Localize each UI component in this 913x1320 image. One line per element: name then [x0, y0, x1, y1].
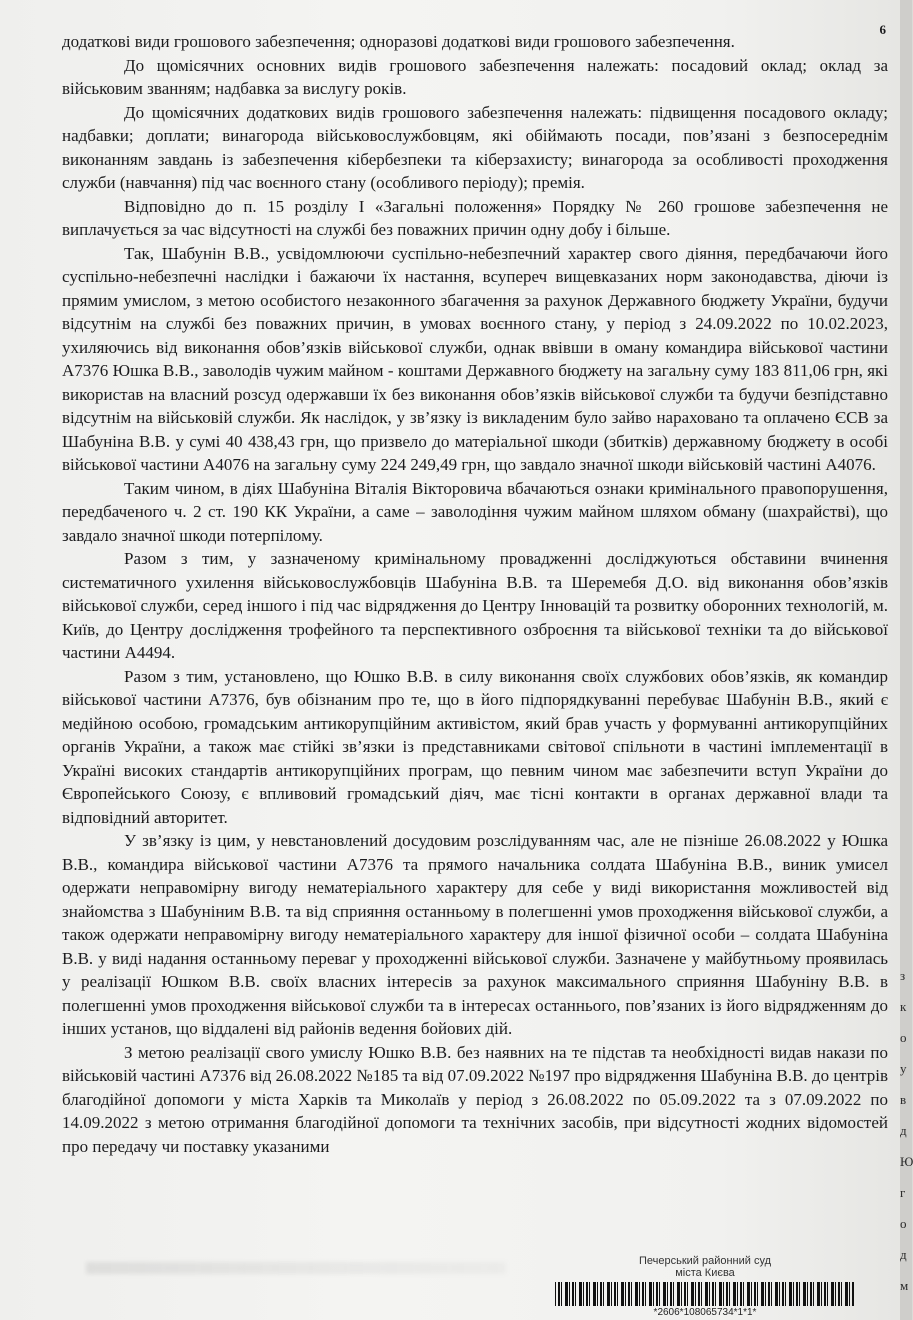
- edge-letter: Ю: [900, 1154, 913, 1169]
- paragraph: Таким чином, в діях Шабуніна Віталія Вікторовича вбачаються ознаки кримінального правопорушення, передбаченого ч. 2 ст. 190 КК України, а саме – заволодіння чужим майном шляхом обману (шахрайстві), що завдало значної шкоди потерпілому.: [62, 478, 888, 545]
- paragraph: Відповідно до п. 15 розділу І «Загальні положення» Порядку № 260 грошове забезпечення не виплачується за час відсутності на службі без поважних причин одну добу і більше.: [62, 196, 888, 239]
- edge-letter: о: [900, 1216, 907, 1231]
- paragraph: З метою реалізації свого умислу Юшко В.В. без наявних на те підстав та необхідності видав накази по військовій частині А7376 від 26.08.2022 №185 та від 07.09.2022 №197 про відрядження Шабуніна В.В. до центрів благодійної допомоги у міста Харків та Миколаїв у період з 26.08.2022 по 05.09.2022 та з 07.09.2022 по 14.09.2022 з метою отримання благодійної допомоги та технічних засобів, при відсутності жодних відомостей про передачу чи поставку указаними: [62, 1042, 888, 1156]
- barcode: [555, 1282, 855, 1306]
- edge-letter: к: [900, 999, 907, 1014]
- court-name-line1: Печерський районний суд: [638, 1255, 772, 1267]
- edge-letter: г: [900, 1185, 906, 1200]
- edge-letter: у: [900, 1061, 907, 1076]
- court-name-line2: міста Києва: [675, 1267, 735, 1279]
- barcode-number: *2606*108065734*1*1*: [653, 1307, 757, 1318]
- edge-letter: о: [900, 1030, 907, 1045]
- edge-letter: з: [900, 968, 906, 983]
- paragraph: У зв’язку із цим, у невстановлений досудовим розслідуванням час, але не пізніше 26.08.2022 у Юшка В.В., командира військової частини А7376 та прямого начальника солдата Шабуніна В.В., виник умисел одержати неправомірну вигоду нематеріального характеру для себе у виді використання можливостей від знайомства з Шабуніним В.В. та від сприяння останньому в полегшенні умов проходження військової служби, а також одержати неправомірну вигоду нематеріального характеру для іншої фізичної особи – солдата Шабуніна В.В. у виді надання останньому переваг у проходженні військової служби. Зазначене у майбутньому проявилась у реалізації Юшком В.В. своїх власних інтересів за рахунок максимального сприяння Шабуніну В.В. в полегшенні умов проходження військової служби та в інтересах останнього, пов’язаних із його відрядженням до інших установ, що віддалені від районів ведення бойових дій.: [62, 831, 888, 1038]
- page-number: 6: [879, 22, 886, 37]
- faded-mark: [86, 1262, 506, 1274]
- edge-letter: д: [900, 1123, 907, 1138]
- paragraph: Так, Шабунін В.В., усвідомлюючи суспільно-небезпечний характер свого діяння, передбачаючи його суспільно-небезпечні наслідки і бажаючи їх настання, всупереч вищевказаних норм законодавства, діючи із прямим умислом, з метою особистого незаконного збагачення за рахунок Державного бюджету України, будучи відсутнім на службі без поважних причин, в умовах воєнного стану, у період з 24.09.2022 по 10.02.2023, ухиляючись від виконання обов’язків військової служби, однак ввівши в оману командира військової частини А7376 Юшка В.В., заволодів чужим майном - коштами Державного бюджету на загальну суму 183 811,06 грн, які використав на власний розсуд одержавши їх без виконання обов’язків військової служби та будучи безпідставно відсутнім на військовій служби. Як наслідок, у зв’язку із викладеним було зайво нараховано та оплачено ЄСВ за Шабуніна В.В. у сумі 40 438,43 грн, що призвело до матеріальної шкоди (збитків) державному бюджету в особі військової частини А4076 на загальну суму 224 249,49 грн, що завдало значної шкоди військовій частині А4076.: [62, 243, 888, 474]
- paragraph: додаткові види грошового забезпечення; одноразові додаткові види грошового забезпечення.: [62, 32, 735, 51]
- document-body: [62, 30, 888, 1158]
- paragraph: До щомісячних основних видів грошового забезпечення належать: посадовий оклад; оклад за військовим званням; надбавка за вислугу років.: [62, 55, 888, 98]
- next-page-edge-letters: [900, 960, 912, 1301]
- edge-letter: д: [900, 1247, 907, 1262]
- court-stamp: [540, 1255, 870, 1317]
- paragraph: До щомісячних додаткових видів грошового забезпечення належать: підвищення посадового окладу; надбавки; доплати; винагорода військовослужбовцям, які обіймають посади, пов’язані з безпосереднім виконанням завдань із забезпечення кібербезпеки та кіберзахисту; винагорода за особливості проходження служби (навчання) під час воєнного стану (особливого періоду); премія.: [62, 102, 888, 192]
- edge-letter: в: [900, 1092, 907, 1107]
- paragraph: Разом з тим, у зазначеному кримінальному провадженні досліджуються обставини вчинення систематичного ухилення військовослужбовців Шабуніна В.В. та Шеремебя Д.О. від виконання обов’язків військової служби, серед іншого і під час відрядження до Центру Інновацій та розвитку оборонних технологій, м. Київ, до Центру дослідження трофейного та перспективного озброєння та військової техніки та до військової частини А4494.: [62, 549, 888, 662]
- paragraph: Разом з тим, установлено, що Юшко В.В. в силу виконання своїх службових обов’язків, як командир військової частини А7376, був обізнаним про те, що в його підпорядкуванні перебуває Шабунін В.В., який є медійною особою, громадським антикорупційним активістом, який брав участь у формуванні антикорупційних органів України, а також має стійкі зв’язки із представниками світової спільноти в частині імплементації в Україні високих стандартів антикорупційних програм, що певним чином має забезпечити вступ України до Європейського Союзу, є впливовий громадський діяч, має тісні контакти в органах державної влади та відповідний авторитет.: [62, 666, 888, 827]
- edge-letter: м: [900, 1278, 909, 1293]
